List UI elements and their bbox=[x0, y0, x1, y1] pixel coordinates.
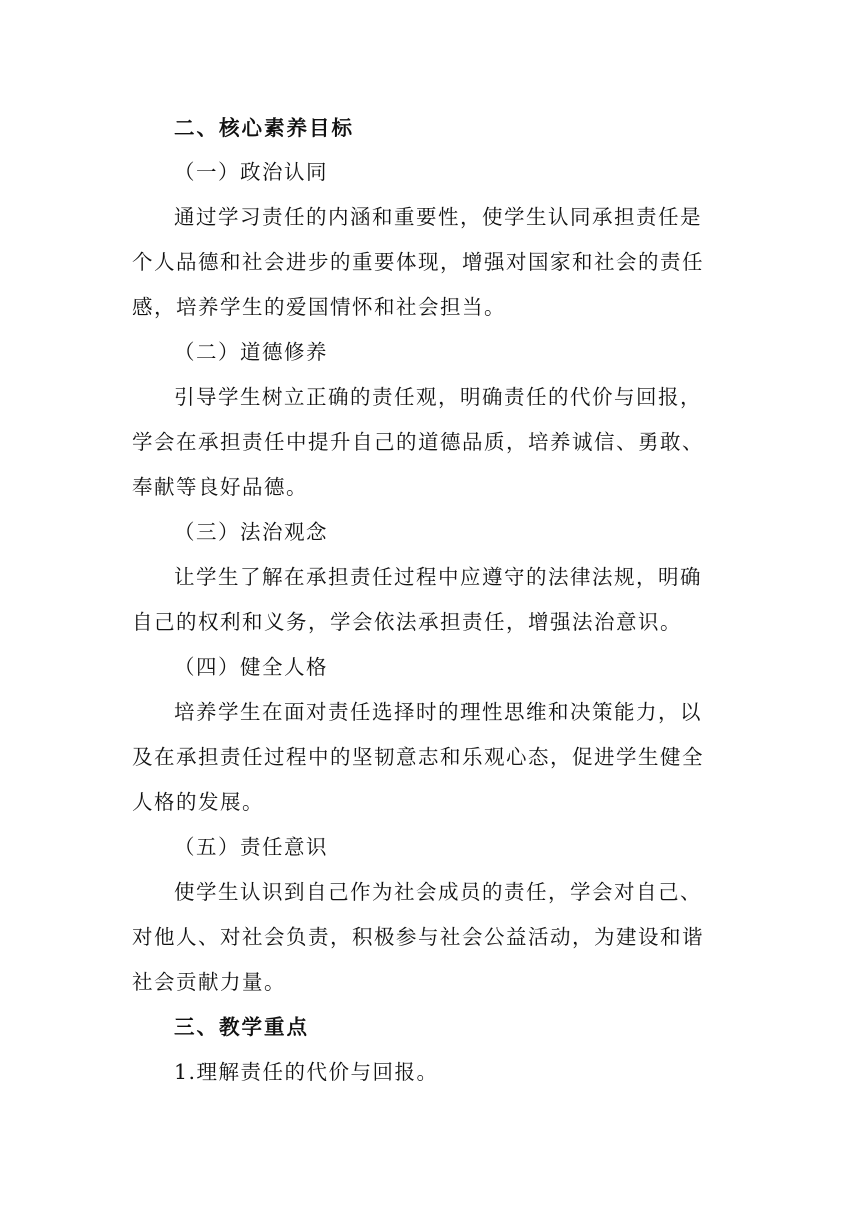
paragraph-line: 人格的发展。 bbox=[132, 790, 264, 814]
subsection-title-sound-personality: （四）健全人格 bbox=[174, 655, 328, 679]
subsection-title-responsibility: （五）责任意识 bbox=[174, 835, 328, 859]
subsection-title-political-identity: （一）政治认同 bbox=[174, 160, 328, 184]
subsection-title-moral-cultivation: （二）道德修养 bbox=[174, 340, 328, 364]
section-heading-teaching-focus: 三、教学重点 bbox=[174, 1015, 309, 1039]
paragraph-line: 培养学生在面对责任选择时的理性思维和决策能力，以 bbox=[174, 700, 702, 724]
paragraph-line: 自己的权利和义务，学会依法承担责任，增强法治意识。 bbox=[132, 610, 682, 634]
paragraph-line: 对他人、对社会负责，积极参与社会公益活动，为建设和谐 bbox=[132, 925, 704, 949]
paragraph-line: 社会贡献力量。 bbox=[132, 970, 286, 994]
subsection-title-rule-of-law: （三）法治观念 bbox=[174, 520, 328, 544]
paragraph-line: 及在承担责任过程中的坚韧意志和乐观心态，促进学生健全 bbox=[132, 745, 704, 769]
paragraph-line: 奉献等良好品德。 bbox=[132, 475, 308, 499]
section-heading-core-literacy: 二、核心素养目标 bbox=[174, 116, 354, 140]
paragraph-line: 通过学习责任的内涵和重要性，使学生认同承担责任是 bbox=[174, 205, 702, 229]
paragraph-line: 让学生了解在承担责任过程中应遵守的法律法规，明确 bbox=[174, 565, 702, 589]
paragraph-line: 学会在承担责任中提升自己的道德品质，培养诚信、勇敢、 bbox=[132, 430, 704, 454]
list-item: 1.理解责任的代价与回报。 bbox=[174, 1060, 439, 1084]
paragraph-line: 感，培养学生的爱国情怀和社会担当。 bbox=[132, 295, 506, 319]
paragraph-line: 使学生认识到自己作为社会成员的责任，学会对自己、 bbox=[174, 880, 702, 904]
paragraph-line: 个人品德和社会进步的重要体现，增强对国家和社会的责任 bbox=[132, 250, 704, 274]
paragraph-line: 引导学生树立正确的责任观，明确责任的代价与回报， bbox=[174, 385, 702, 409]
